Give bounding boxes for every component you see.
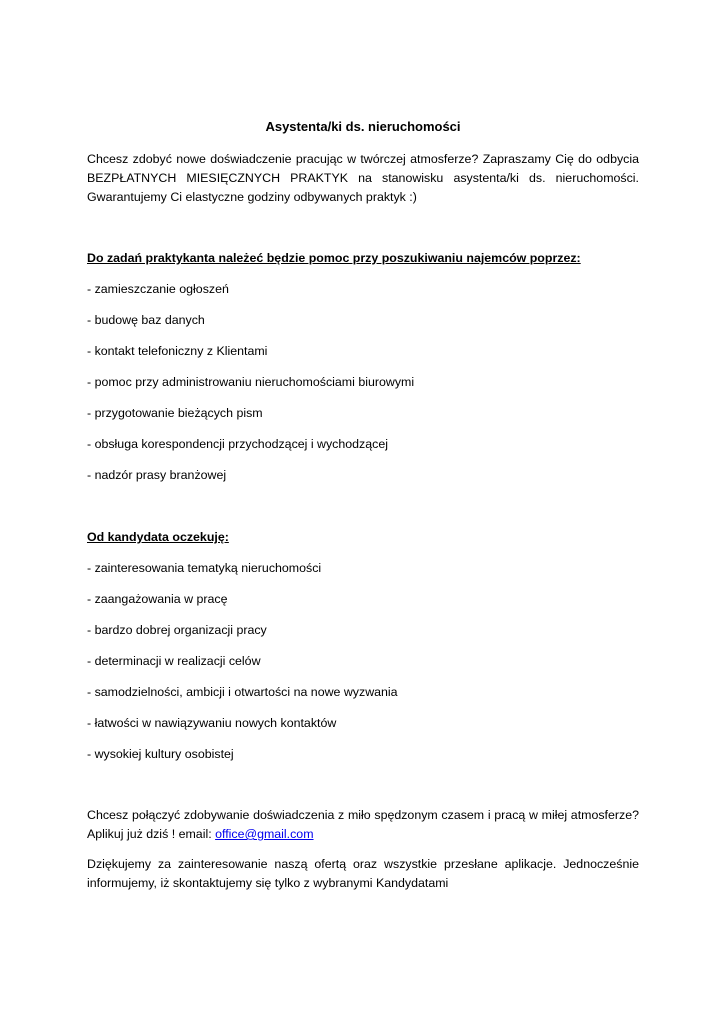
list-item: - nadzór prasy branżowej (87, 468, 227, 482)
email-link[interactable]: office@gmail.com (215, 827, 314, 841)
list-item: - zamieszczanie ogłoszeń (87, 282, 229, 296)
list-item: - wysokiej kultury osobistej (87, 747, 234, 761)
list-item: - zainteresowania tematyką nieruchomości (87, 561, 322, 575)
list-item: - przygotowanie bieżących pism (87, 406, 263, 420)
closing-paragraph (87, 806, 639, 844)
thanks-paragraph: Dziękujemy za zainteresowanie naszą ofertą oraz wszystkie przesłane aplikacje. Jednocześnie informujemy, iż skontaktujemy się tylko z wybranymi Kandydatami (87, 857, 639, 890)
document-page (87, 0, 639, 1024)
list-item: - kontakt telefoniczny z Klientami (87, 344, 268, 358)
list-item: - budowę baz danych (87, 313, 205, 327)
expectations-heading: Od kandydata oczekuję: (87, 530, 229, 544)
list-item: - obsługa korespondencji przychodzącej i wychodzącej (87, 437, 388, 451)
tasks-heading: Do zadań praktykanta należeć będzie pomoc przy poszukiwaniu najemców poprzez: (87, 251, 581, 265)
list-item: - determinacji w realizacji celów (87, 654, 261, 668)
intro-paragraph: Chcesz zdobyć nowe doświadczenie pracując w twórczej atmosferze? Zapraszamy Cię do odbycia BEZPŁATNYCH MIESIĘCZNYCH PRAKTYK na stanowisku asystenta/ki ds. nieruchomości. Gwarantujemy Ci elastyczne godziny odbywanych praktyk :) (87, 152, 639, 204)
tasks-list (87, 280, 414, 497)
list-item: - pomoc przy administrowaniu nieruchomościami biurowymi (87, 375, 415, 389)
list-item: - łatwości w nawiązywaniu nowych kontaktów (87, 716, 337, 730)
closing-text: Chcesz połączyć zdobywanie doświadczenia z miło spędzonym czasem i pracą w miłej atmosferze? Aplikuj już dziś ! email: (87, 808, 639, 841)
expectations-list (87, 559, 398, 776)
list-item: - bardzo dobrej organizacji pracy (87, 623, 267, 637)
list-item: - zaangażowania w pracę (87, 592, 228, 606)
page-title: Asystenta/ki ds. nieruchomości (265, 119, 461, 134)
list-item: - samodzielności, ambicji i otwartości na nowe wyzwania (87, 685, 398, 699)
